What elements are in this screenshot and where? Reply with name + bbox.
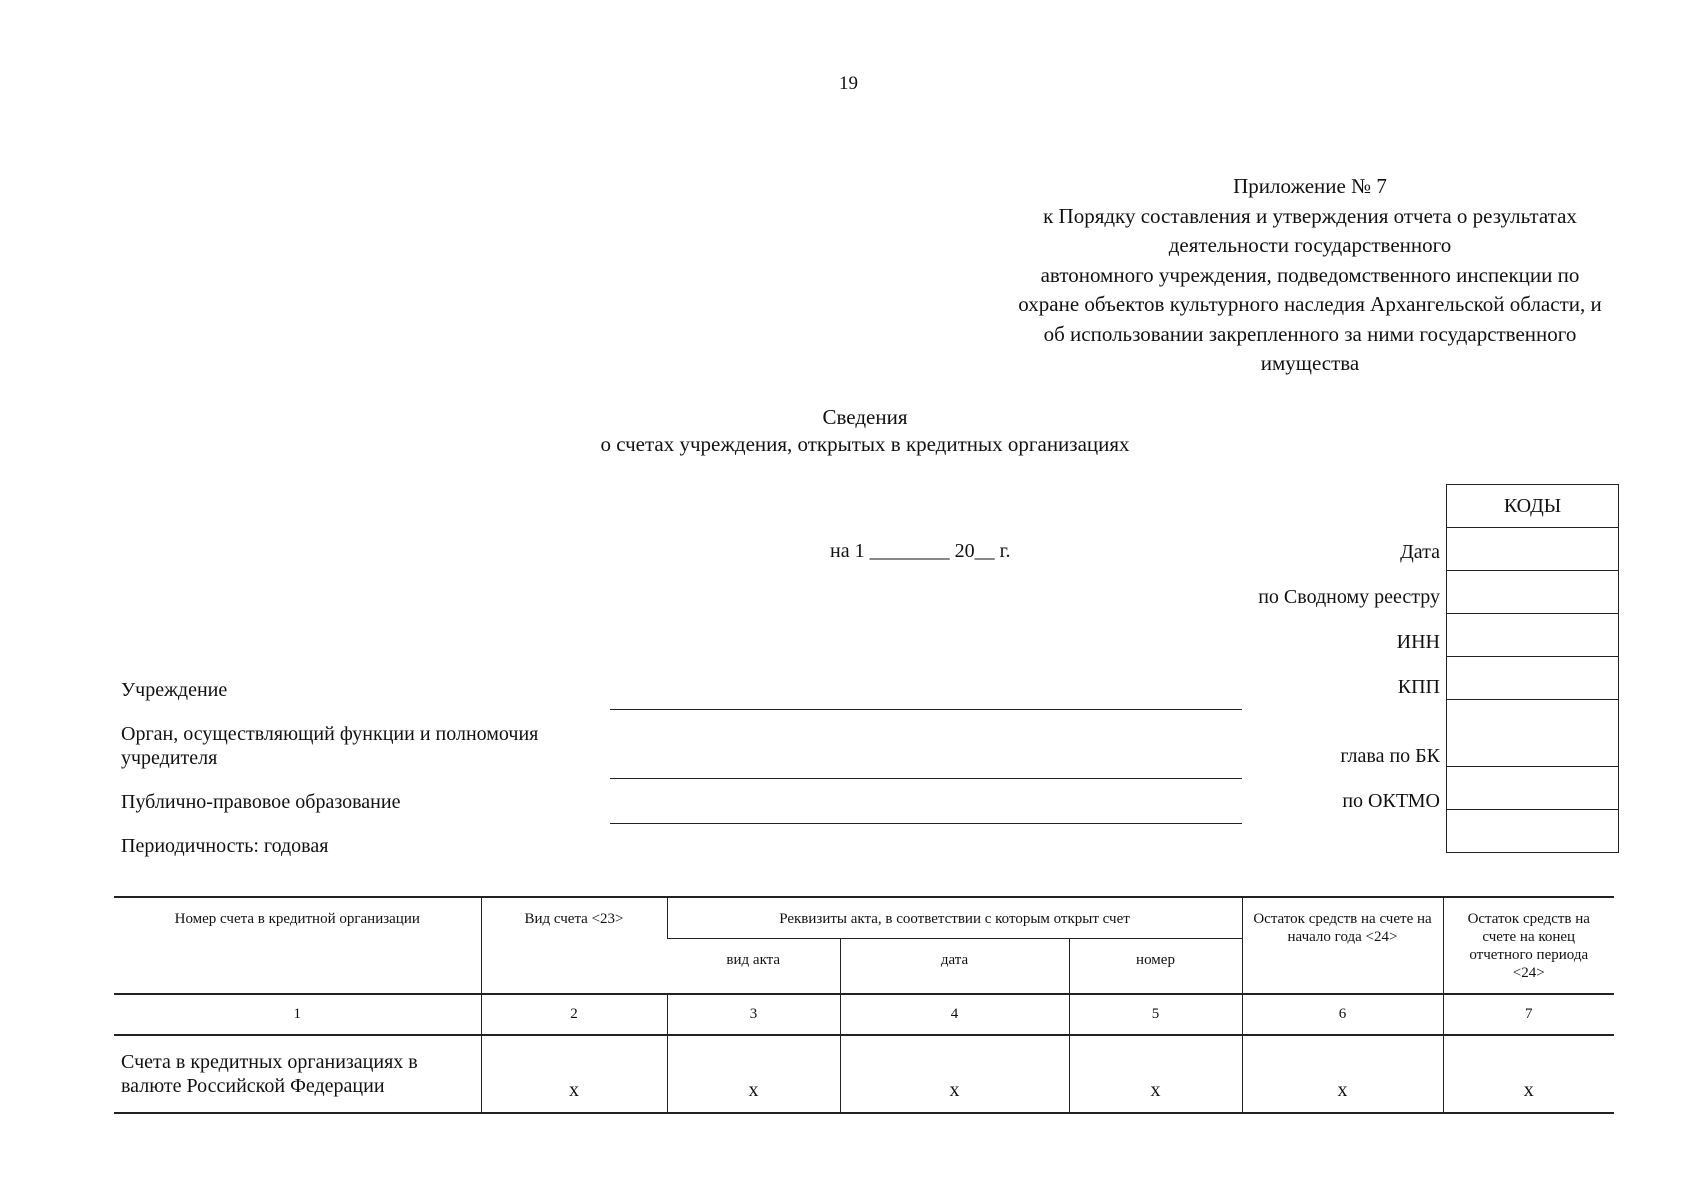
accounts-table xyxy=(114,896,1614,1114)
code-cell-inn[interactable] xyxy=(1447,614,1619,657)
table-row xyxy=(114,1035,1614,1113)
appendix-line: Приложение № 7 xyxy=(1233,174,1387,198)
label-oktmo: по ОКТМО xyxy=(1342,790,1440,812)
code-cell-date[interactable] xyxy=(1447,528,1619,571)
code-cell-glava[interactable] xyxy=(1447,700,1619,767)
label-glava: глава по БК xyxy=(1340,745,1440,767)
appendix-line: деятельности государственного xyxy=(1168,233,1452,257)
label-founder xyxy=(121,722,538,770)
title-line: Сведения xyxy=(822,405,908,429)
label-registry: по Сводному реестру xyxy=(1258,586,1440,608)
label-founder-line: учредителя xyxy=(121,747,218,769)
row-label-line: валюте Российской Федерации xyxy=(121,1075,385,1097)
code-cell-kpp[interactable] xyxy=(1447,657,1619,700)
appendix-line: охране объектов культурного наследия Архангельской области, и xyxy=(1018,292,1602,316)
header-balance-end: Остаток средств на счете на конец отчетного периода <24> xyxy=(1443,897,1614,994)
header-balance-start: Остаток средств на счете на начало года <24> xyxy=(1242,897,1443,994)
header-act-type: вид акта xyxy=(667,939,840,995)
label-date: Дата xyxy=(1400,541,1440,563)
row-label xyxy=(114,1035,481,1113)
title-line: о счетах учреждения, открытых в кредитных организациях xyxy=(600,432,1130,456)
code-cell-oktmo[interactable] xyxy=(1447,767,1619,810)
appendix-line: автономного учреждения, подведомственного инспекции по xyxy=(1040,262,1580,287)
public-entity-field-line[interactable] xyxy=(610,823,1242,824)
column-number: 2 xyxy=(481,994,667,1035)
page-number: 19 xyxy=(839,73,858,94)
code-cell-registry[interactable] xyxy=(1447,571,1619,614)
code-cell-periodicity[interactable] xyxy=(1447,810,1619,853)
header-account-type: Вид счета <23> xyxy=(481,897,667,994)
table-cell: x xyxy=(667,1035,840,1113)
header-account-number: Номер счета в кредитной организации xyxy=(114,897,481,994)
column-number: 7 xyxy=(1443,994,1614,1035)
label-public-entity: Публично-правовое образование xyxy=(121,791,401,813)
table-cell: x xyxy=(1242,1035,1443,1113)
founder-field-line[interactable] xyxy=(610,778,1242,779)
appendix-line: к Порядку составления и утверждения отчета о результатах xyxy=(1043,203,1577,228)
report-date-line: на 1 ________ 20__ г. xyxy=(830,540,1011,562)
label-founder-line: Орган, осуществляющий функции и полномочия xyxy=(121,723,539,745)
table-cell: x xyxy=(840,1035,1069,1113)
header-act-date: дата xyxy=(840,939,1069,995)
codes-header: КОДЫ xyxy=(1447,485,1619,528)
codes-table xyxy=(1446,484,1619,853)
label-periodicity: Периодичность: годовая xyxy=(121,835,329,857)
institution-field-line[interactable] xyxy=(610,709,1242,710)
table-cell: x xyxy=(481,1035,667,1113)
label-institution: Учреждение xyxy=(121,679,228,701)
appendix-note xyxy=(980,172,1640,379)
appendix-line: об использовании закрепленного за ними государственного xyxy=(1043,321,1577,346)
column-number: 4 xyxy=(840,994,1069,1035)
label-kpp: КПП xyxy=(1397,676,1440,698)
label-inn: ИНН xyxy=(1396,631,1440,653)
column-number: 1 xyxy=(114,994,481,1035)
table-cell: x xyxy=(1443,1035,1614,1113)
column-number: 6 xyxy=(1242,994,1443,1035)
row-label-line: Счета в кредитных организациях в xyxy=(121,1051,418,1073)
header-act-number: номер xyxy=(1069,939,1242,995)
appendix-line: имущества xyxy=(1260,351,1360,375)
column-number: 5 xyxy=(1069,994,1242,1035)
table-cell: x xyxy=(1069,1035,1242,1113)
header-act-details: Реквизиты акта, в соответствии с которым открыт счет xyxy=(667,897,1242,939)
document-title xyxy=(0,404,1697,458)
column-number: 3 xyxy=(667,994,840,1035)
